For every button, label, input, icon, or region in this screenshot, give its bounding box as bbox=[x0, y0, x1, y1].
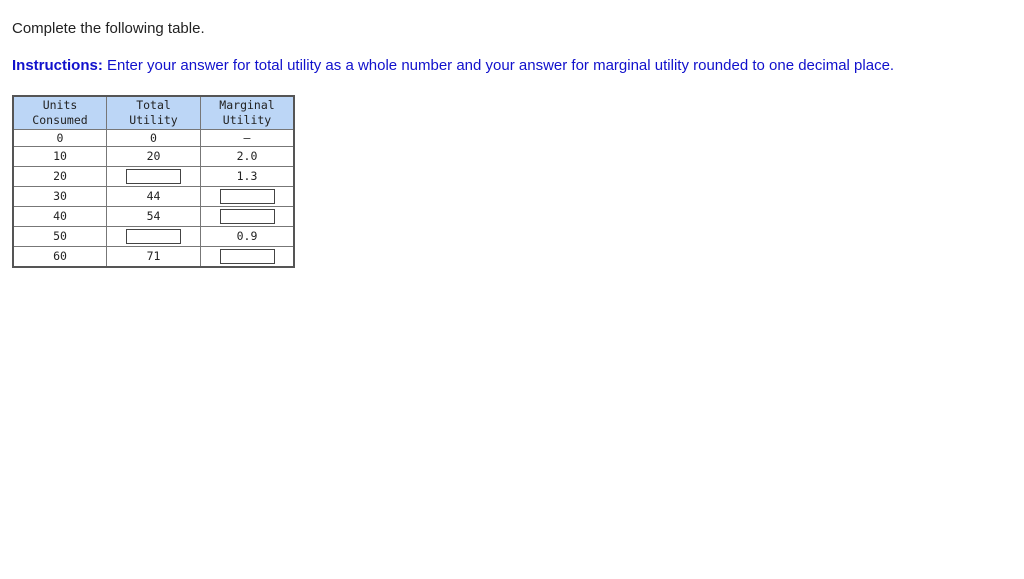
marginal-utility-cell: 1.3 bbox=[201, 167, 295, 187]
instructions-body: Enter your answer for total utility as a whole number and your answer for marginal utility rounded to one decimal place. bbox=[102, 57, 895, 74]
marginal-utility-cell: 0.9 bbox=[201, 227, 295, 247]
table-row bbox=[13, 247, 294, 268]
total-utility-input-cell bbox=[107, 227, 201, 247]
marginal-utility-input-30[interactable] bbox=[220, 189, 275, 204]
header-units-line2: Consumed bbox=[32, 113, 88, 127]
total-utility-input-50[interactable] bbox=[126, 229, 181, 244]
header-units-consumed bbox=[13, 96, 107, 130]
marginal-utility-input-60[interactable] bbox=[220, 249, 275, 264]
header-marginal-line1: Marginal bbox=[219, 98, 275, 112]
total-utility-cell: 54 bbox=[107, 207, 201, 227]
total-utility-cell: 44 bbox=[107, 187, 201, 207]
units-cell: 10 bbox=[13, 147, 107, 167]
header-marginal-line2: Utility bbox=[222, 113, 272, 127]
header-units-line1: Units bbox=[42, 98, 78, 112]
table-row bbox=[13, 167, 294, 187]
total-utility-cell: 0 bbox=[107, 130, 201, 147]
header-total-utility bbox=[107, 96, 201, 130]
units-cell: 60 bbox=[13, 247, 107, 268]
table-header-row bbox=[13, 96, 294, 130]
units-cell: 40 bbox=[13, 207, 107, 227]
units-cell: 20 bbox=[13, 167, 107, 187]
header-marginal-utility bbox=[201, 96, 295, 130]
total-utility-cell: 71 bbox=[107, 247, 201, 268]
instructions-lead: Instructions: bbox=[12, 57, 103, 74]
marginal-utility-input-cell bbox=[201, 187, 295, 207]
units-cell: 50 bbox=[13, 227, 107, 247]
header-total-line1: Total bbox=[136, 98, 171, 112]
utility-table bbox=[12, 95, 295, 268]
marginal-utility-cell: – bbox=[201, 130, 295, 147]
table-row bbox=[13, 227, 294, 247]
table-row bbox=[13, 187, 294, 207]
marginal-utility-input-cell bbox=[201, 247, 295, 268]
table-row bbox=[13, 207, 294, 227]
table-row bbox=[13, 147, 294, 167]
units-cell: 30 bbox=[13, 187, 107, 207]
marginal-utility-input-40[interactable] bbox=[220, 209, 275, 224]
instructions-text bbox=[12, 57, 894, 74]
marginal-utility-cell: 2.0 bbox=[201, 147, 295, 167]
prompt-text: Complete the following table. bbox=[12, 20, 205, 37]
header-total-line2: Utility bbox=[129, 113, 178, 127]
table-row bbox=[13, 130, 294, 147]
total-utility-input-20[interactable] bbox=[126, 169, 181, 184]
total-utility-cell: 20 bbox=[107, 147, 201, 167]
total-utility-input-cell bbox=[107, 167, 201, 187]
units-cell: 0 bbox=[13, 130, 107, 147]
marginal-utility-input-cell bbox=[201, 207, 295, 227]
